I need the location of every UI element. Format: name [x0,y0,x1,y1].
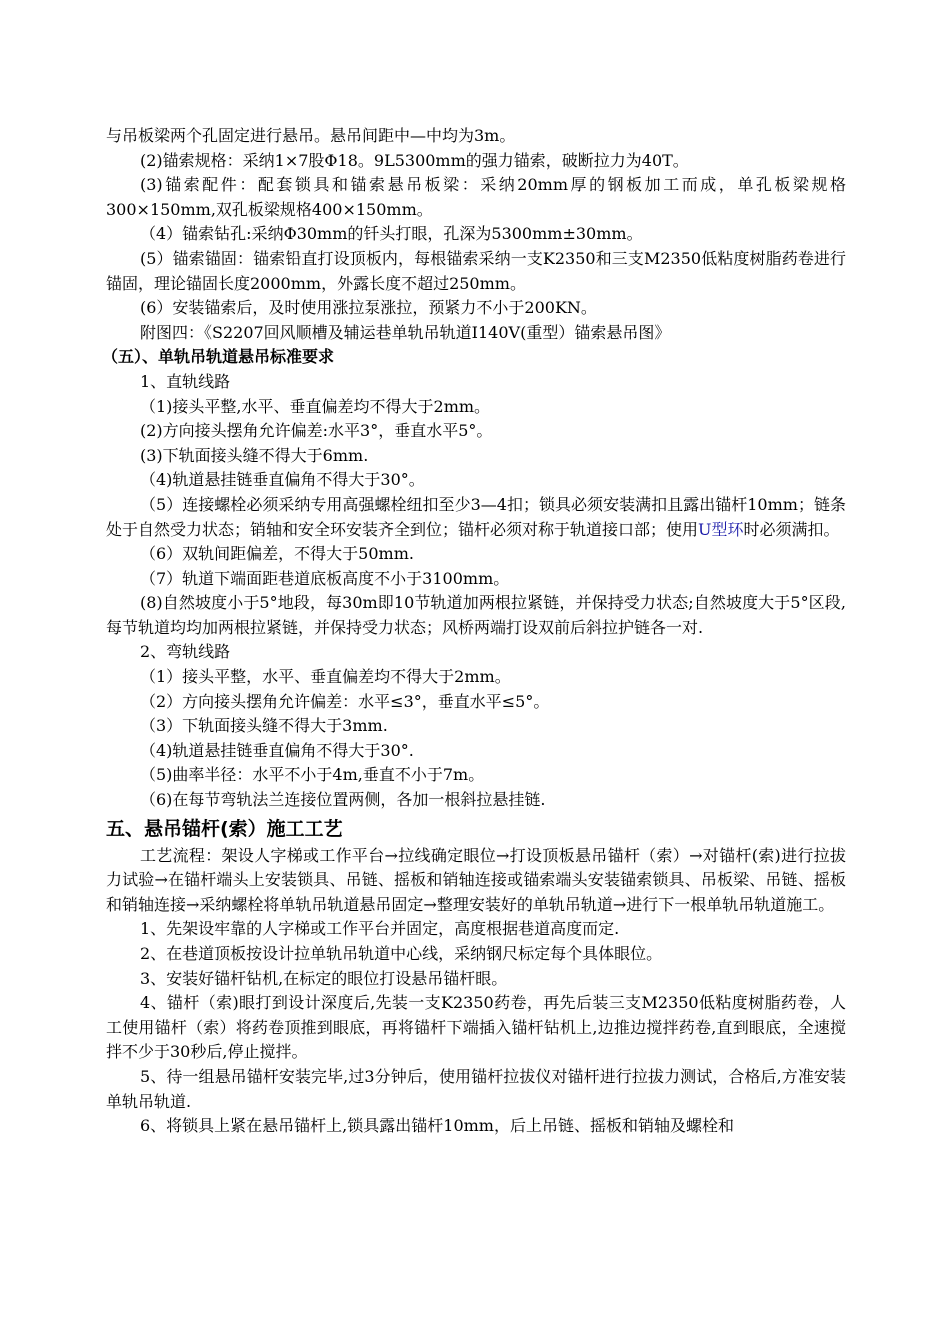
straight-item-1: （1)接头平整,水平、垂直偏差均不得大于2mm。 [140,396,491,416]
straight-item-3: (3)下轨面接头缝不得大于6mm. [140,445,369,465]
step-1: 1、先架设牢靠的人字梯或工作平台并固定，高度根据巷道高度而定. [140,919,620,939]
step-3: 3、安装好锚杆钻机,在标定的眼位打设悬吊锚杆眼。 [140,968,508,988]
curve-item-3: （3）下轨面接头缝不得大于3mm. [140,716,388,736]
step-2: 2、在巷道顶板按设计拉单轨吊轨道中心线，采纳钢尺标定每个具体眼位。 [140,944,663,963]
u-ring-link[interactable]: U型环 [698,519,744,539]
straight-item-6: （6）双轨间距偏差，不得大于50mm. [140,544,414,564]
paragraph-anchor-drilling: （4）锚索钻孔:采纳Φ30mm的钎头打眼，孔深为5300mm±30mm。 [140,224,643,244]
straight-item-7: （7）轨道下端面距巷道底板高度不小于3100mm。 [140,568,510,588]
straight-item-5-text-a: （5）连接螺栓必须采纳专用高强螺栓纽扣至少3—4扣；锁具必须安装满扣且露出锚杆10mm；链条处于自然受力状态；销轴和安全环安装齐全到位；锚杆必须对称于轨道接口部；使用 [106,494,846,539]
straight-item-2: (2)方向接头摆角允许偏差:水平3°，垂直水平5°。 [140,421,493,441]
step-4: 4、锚杆（索)眼打到设计深度后,先装一支K2350药卷，再先后装三支M2350低粘度树脂药卷，人工使用锚杆（索）将药卷顶推到眼底，再将锚杆下端插入锚杆钻机上,边推边搅拌药卷,直到眼底，全速搅拌不少于30秒后,停止搅拌。 [106,993,846,1062]
straight-item-5 [106,493,846,542]
subheading-suspension-standards: （五）、单轨吊轨道悬吊标准要求 [102,347,335,367]
paragraph-figure-reference: 附图四：《S2207回风顺槽及辅运巷单轨吊轨道I140V(重型）锚索悬吊图》 [140,322,671,342]
straight-item-4: （4)轨道悬挂链垂直偏角不得大于30°。 [140,470,425,490]
curve-item-4: （4)轨道悬挂链垂直偏角不得大于30°. [140,740,414,760]
paragraph-anchor-fittings: (3)锚索配件：配套锁具和锚索悬吊板梁：采纳20mm厚的钢板加工而成，单孔板梁规格300×150mm,双孔板梁规格400×150mm。 [106,175,846,219]
curve-item-6: （6)在每节弯轨法兰连接位置两侧，各加一根斜拉悬挂链. [140,790,546,810]
section-straight-track: 1、直轨线路 [140,371,231,391]
paragraph-anchor-fixing: (5）锚索锚固：锚索铅直打设顶板内，每根锚索采纳一支K2350和三支M2350低粘度树脂药卷进行锚固，理论锚固长度2000mm，外露长度不超过250mm。 [106,248,846,293]
document-page [102,124,846,1139]
straight-item-8: (8)自然坡度小于5°地段，每30m即10节轨道加两根拉紧链，并保持受力状态;自然坡度大于5°区段,每节轨道均均加两根拉紧链，并保持受力状态；风桥两端打设双前后斜拉护链各一对. [106,593,846,637]
step-5: 5、待一组悬吊锚杆安装完毕,过3分钟后，使用锚杆拉拔仪对锚杆进行拉拔力测试，合格后,方准安装单轨吊轨道. [106,1066,846,1111]
paragraph-tensioning: (6）安装锚索后，及时使用涨拉泵涨拉，预紧力不小于200KN。 [140,298,597,318]
heading-construction-process: 五、悬吊锚杆(索）施工工艺 [106,817,343,840]
curve-item-1: （1）接头平整，水平、垂直偏差均不得大于2mm。 [140,667,511,687]
paragraph-process-flow: 工艺流程：架设人字梯或工作平台→拉线确定眼位→打设顶板悬吊锚杆（索）→对锚杆(索)进行拉拔力试验→在锚杆端头上安装锁具、吊链、摇板和销轴连接或锚索端头安装锚索锁具、吊板梁、吊链、摇板和销轴连接→采纳螺栓将单轨吊轨道悬吊固定→整理安装好的单轨吊轨道→进行下一根单轨吊轨道施工。 [106,845,846,914]
paragraph-anchor-cable-spec: (2)锚索规格：采纳1×7股Φ18。9L5300mm的强力锚索，破断拉力为40T。 [140,150,689,170]
paragraph-suspension-spacing: 与吊板梁两个孔固定进行悬吊。悬吊间距中—中均为3m。 [106,126,516,145]
section-curved-track: 2、弯轨线路 [140,642,231,662]
straight-item-5-text-b: 时必须满扣。 [743,519,840,539]
step-6: 6、将锁具上紧在悬吊锚杆上,锁具露出锚杆10mm，后上吊链、摇板和销轴及螺栓和 [140,1116,734,1136]
curve-item-5: （5)曲率半径：水平不小于4m,垂直不小于7m。 [140,765,485,785]
curve-item-2: （2）方向接头摆角允许偏差：水平≤3°，垂直水平≤5°。 [140,691,550,711]
